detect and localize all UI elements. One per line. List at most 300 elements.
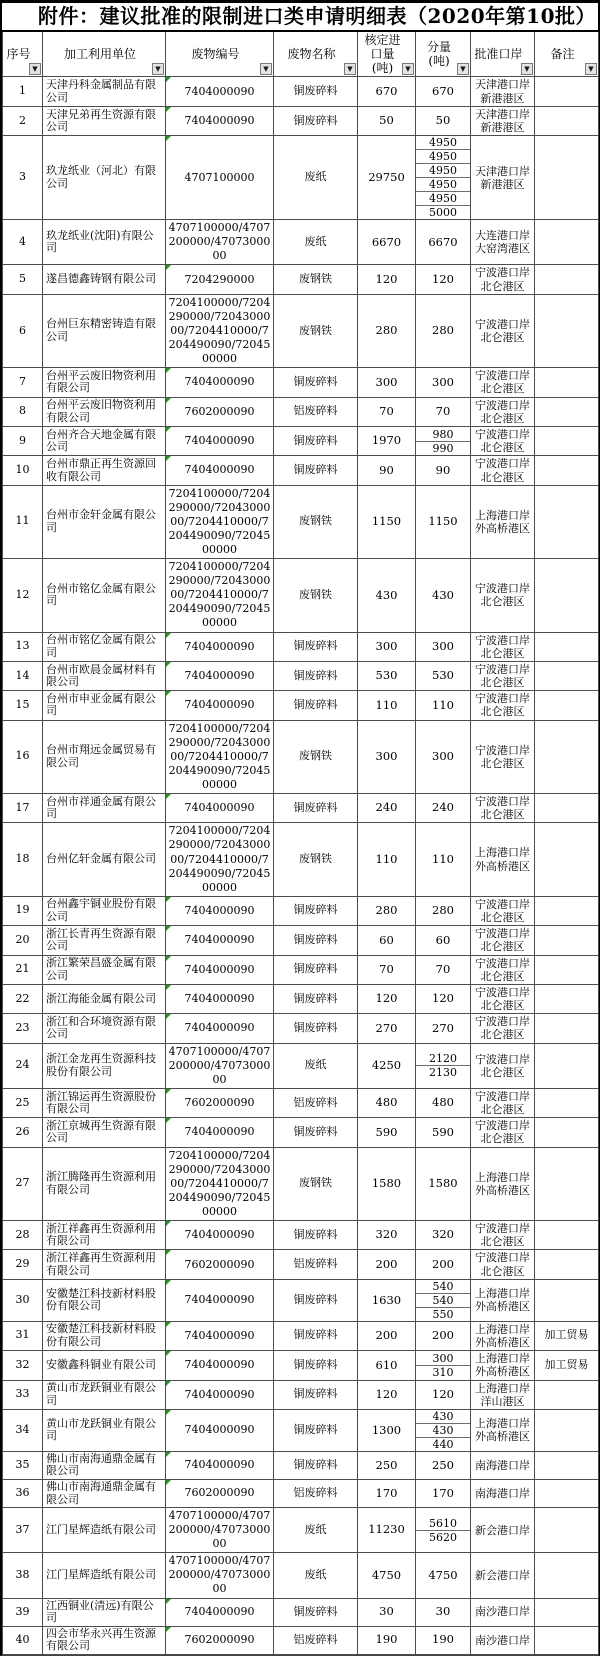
error-indicator-icon [166,956,171,961]
table-row [3,136,599,220]
row-index-cell: 35 [3,1451,43,1479]
waste-name-cell: 铝废碎料 [274,1088,358,1117]
port-cell: 天津港口岸新港港区 [471,136,535,220]
error-indicator-icon [166,1627,171,1632]
row-index-cell: 18 [3,823,43,896]
approved-quantity-cell: 1150 [358,485,416,558]
waste-name-cell: 铜废碎料 [274,456,358,485]
company-cell: 浙江腾隆再生资源利用有限公司 [43,1147,166,1220]
remark-cell [535,397,599,426]
waste-code-cell: 7404000090 [166,661,274,690]
row-index-cell: 14 [3,661,43,690]
portion-quantity-cell: 430 [416,559,471,632]
waste-name-cell: 铜废碎料 [274,77,358,106]
portion-quantity-cell: 70 [416,397,471,426]
table-row [3,926,599,955]
port-cell: 上海港口岸洋山港区 [471,1380,535,1409]
approved-quantity-cell: 670 [358,77,416,106]
approved-quantity-cell: 90 [358,456,416,485]
port-cell: 上海港口岸外高桥港区 [471,485,535,558]
chevron-down-icon: ▼ [405,65,411,74]
row-index-cell: 23 [3,1014,43,1043]
portion-quantity-cell: 530 [416,661,471,690]
header-remark [535,31,599,77]
remark-cell [535,1279,599,1321]
header-port [471,31,535,77]
header-port-label: 批准口岸 [474,47,523,62]
table-row [3,1221,599,1250]
port-cell: 宁波港口岸北仑港区 [471,559,535,632]
approved-quantity-cell: 4750 [358,1553,416,1598]
company-cell: 台州市鼎正再生资源回收有限公司 [43,456,166,485]
approved-quantity-cell: 300 [358,720,416,793]
remark-cell [535,220,599,265]
row-index-cell: 8 [3,397,43,426]
portion-quantity-cell: 300 [416,632,471,661]
row-index-cell: 4 [3,220,43,265]
remark-cell [535,1250,599,1279]
portion-sub-cell: 2120 [416,1052,470,1066]
remark-cell [535,1479,599,1507]
portion-quantity-cell [416,136,471,220]
approved-quantity-cell: 60 [358,926,416,955]
company-cell: 台州巨东精密铸造有限公司 [43,294,166,367]
header-index-label: 序号 [6,47,31,62]
approved-quantity-cell: 70 [358,397,416,426]
approved-quantity-cell: 320 [358,1221,416,1250]
table-row [3,1279,599,1321]
waste-code-cell: 7204100000/7204290000/7204300000/7204410000/7204490090/7204500000 [166,720,274,793]
waste-code-cell: 7404000090 [166,1598,274,1626]
port-cell: 宁波港口岸北仑港区 [471,632,535,661]
portion-quantity-cell: 240 [416,794,471,823]
portion-quantity-cell: 320 [416,1221,471,1250]
portion-quantity-cell: 300 [416,720,471,793]
table-row [3,456,599,485]
filter-dropdown-button[interactable] [344,63,356,75]
approved-quantity-cell: 610 [358,1351,416,1380]
port-cell: 南沙港口岸 [471,1598,535,1626]
portion-quantity-cell: 200 [416,1250,471,1279]
remark-cell [535,955,599,984]
waste-code-cell: 7602000090 [166,397,274,426]
company-cell: 台州平云废旧物资利用有限公司 [43,397,166,426]
portion-quantity-cell: 190 [416,1626,471,1654]
page-title: 附件：建议批准的限制进口类申请明细表（2020年第10批） [38,4,596,28]
remark-cell [535,1147,599,1220]
remark-cell [535,896,599,925]
portion-sub-cell: 550 [432,1307,454,1321]
header-approved-quantity [358,31,416,77]
table-row [3,823,599,896]
table-row [3,294,599,367]
error-indicator-icon [166,107,171,112]
remark-cell [535,1221,599,1250]
company-cell: 浙江祥鑫再生资源利用有限公司 [43,1250,166,1279]
portion-quantity-cell [416,1351,471,1380]
approved-quantity-cell: 590 [358,1118,416,1147]
approved-quantity-cell: 110 [358,691,416,720]
table-row [3,1380,599,1409]
portion-quantity-cell: 280 [416,896,471,925]
row-index-cell: 39 [3,1598,43,1626]
table-row [3,106,599,135]
company-cell: 江门星辉造纸有限公司 [43,1553,166,1598]
error-indicator-icon [166,427,171,432]
portion-sub-cell: 540 [416,1294,470,1308]
waste-code-cell: 7404000090 [166,632,274,661]
approved-quantity-cell: 1970 [358,426,416,455]
approved-quantity-cell: 120 [358,265,416,294]
error-indicator-icon [166,1221,171,1226]
approved-quantity-cell: 250 [358,1451,416,1479]
waste-code-cell: 7404000090 [166,1014,274,1043]
row-index-cell: 28 [3,1221,43,1250]
row-index-cell: 2 [3,106,43,135]
portion-sub-cell: 430 [416,1424,470,1438]
header-waste-name-label: 废物名称 [287,47,336,62]
waste-code-cell: 7404000090 [166,426,274,455]
approved-quantity-cell: 190 [358,1626,416,1654]
waste-code-cell: 7404000090 [166,106,274,135]
table-row [3,1351,599,1380]
waste-code-cell: 7404000090 [166,926,274,955]
waste-code-cell: 4707100000/4707200000/4707300000 [166,220,274,265]
company-cell: 天津兄弟再生资源有限公司 [43,106,166,135]
filter-dropdown-button[interactable] [29,63,41,75]
error-indicator-icon [166,77,171,82]
chevron-down-icon: ▼ [155,65,161,74]
company-cell: 浙江京城再生资源有限公司 [43,1118,166,1147]
table-row [3,720,599,793]
table-row [3,1626,599,1654]
error-indicator-icon [166,1322,171,1327]
approved-quantity-cell: 300 [358,368,416,397]
table-row [3,265,599,294]
portion-sub-cell: 4950 [416,192,470,206]
error-indicator-icon [166,691,171,696]
portion-quantity-cell [416,1043,471,1088]
waste-name-cell: 铜废碎料 [274,896,358,925]
port-cell: 宁波港口岸北仑港区 [471,984,535,1013]
table-row [3,1508,599,1553]
port-cell: 宁波港口岸北仑港区 [471,1118,535,1147]
company-cell: 台州鑫宇铜业股份有限公司 [43,896,166,925]
company-cell: 台州市铭亿金属有限公司 [43,632,166,661]
table-row [3,984,599,1013]
waste-name-cell: 铜废碎料 [274,1380,358,1409]
remark-cell [535,136,599,220]
waste-name-cell: 铜废碎料 [274,1321,358,1350]
portion-quantity-cell: 120 [416,1380,471,1409]
waste-name-cell: 废钢铁 [274,823,358,896]
row-index-cell: 17 [3,794,43,823]
row-index-cell: 30 [3,1279,43,1321]
approved-quantity-cell: 530 [358,661,416,690]
company-cell: 黄山市龙跃铜业有限公司 [43,1409,166,1451]
portion-sub-cell: 4950 [416,136,470,150]
filter-dropdown-button[interactable] [457,63,469,75]
port-cell: 上海港口岸外高桥港区 [471,1279,535,1321]
error-indicator-icon [166,1452,171,1457]
company-cell: 台州市欧晨金属材料有限公司 [43,661,166,690]
portion-sub-cell: 4950 [416,178,470,192]
waste-name-cell: 铜废碎料 [274,368,358,397]
company-cell: 台州平云废旧物资利用有限公司 [43,368,166,397]
approved-quantity-cell: 280 [358,294,416,367]
table-row [3,661,599,690]
table-row [3,955,599,984]
waste-name-cell: 铜废碎料 [274,426,358,455]
table-row [3,1451,599,1479]
company-cell: 黄山市龙跃铜业有限公司 [43,1380,166,1409]
approved-quantity-cell: 11230 [358,1508,416,1553]
waste-name-cell: 铜废碎料 [274,632,358,661]
remark-cell [535,1409,599,1451]
portion-sub-cell: 300 [416,1352,470,1366]
row-index-cell: 37 [3,1508,43,1553]
error-indicator-icon [166,1480,171,1485]
waste-code-cell: 7602000090 [166,1088,274,1117]
header-company [43,31,166,77]
error-indicator-icon [166,633,171,638]
portion-sub-cell: 5610 [416,1517,470,1531]
company-cell: 台州市祥通金属有限公司 [43,794,166,823]
table-row [3,1553,599,1598]
approved-quantity-cell: 240 [358,794,416,823]
chevron-down-icon: ▼ [460,65,466,74]
waste-name-cell: 废钢铁 [274,559,358,632]
header-portion-quantity-label: 分量(吨) [426,40,451,69]
port-cell: 宁波港口岸北仑港区 [471,1088,535,1117]
approved-quantity-cell: 430 [358,559,416,632]
remark-cell [535,77,599,106]
portion-quantity-cell: 110 [416,691,471,720]
company-cell: 江西铜业(清远)有限公司 [43,1598,166,1626]
table-body [3,77,599,1654]
company-cell: 台州市铭亿金属有限公司 [43,559,166,632]
waste-name-cell: 铜废碎料 [274,1598,358,1626]
waste-name-cell: 铜废碎料 [274,691,358,720]
chevron-down-icon: ▼ [32,65,38,74]
waste-code-cell: 7404000090 [166,955,274,984]
remark-cell [535,1118,599,1147]
table-row [3,1088,599,1117]
approved-quantity-cell: 4250 [358,1043,416,1088]
port-cell: 新会港口岸 [471,1508,535,1553]
table-row [3,691,599,720]
company-cell: 台州亿轩金属有限公司 [43,823,166,896]
portion-quantity-cell: 250 [416,1451,471,1479]
error-indicator-icon [166,1381,171,1386]
waste-name-cell: 铜废碎料 [274,106,358,135]
waste-name-cell: 铝废碎料 [274,1479,358,1507]
company-cell: 浙江海能金属有限公司 [43,984,166,1013]
portion-quantity-cell [416,1508,471,1553]
approved-quantity-cell: 30 [358,1598,416,1626]
port-cell: 宁波港口岸北仑港区 [471,368,535,397]
portion-quantity-cell: 590 [416,1118,471,1147]
port-cell: 宁波港口岸北仑港区 [471,661,535,690]
remark-cell [535,1626,599,1654]
header-approved-quantity-label: 核定进口量(吨) [364,33,401,76]
approved-quantity-cell: 6670 [358,220,416,265]
table-row [3,77,599,106]
portion-quantity-cell [416,1409,471,1451]
portion-quantity-cell: 70 [416,955,471,984]
approved-quantity-cell: 200 [358,1250,416,1279]
portion-quantity-cell [416,426,471,455]
waste-name-cell: 铝废碎料 [274,1626,358,1654]
company-cell: 玖龙纸业(沈阳)有限公司 [43,220,166,265]
waste-code-cell: 7404000090 [166,1409,274,1451]
port-cell: 上海港口岸外高桥港区 [471,1351,535,1380]
company-cell: 安徽楚江科技新材料股份有限公司 [43,1279,166,1321]
waste-code-cell: 7404000090 [166,1221,274,1250]
portion-quantity-cell: 280 [416,294,471,367]
approved-quantity-cell: 270 [358,1014,416,1043]
portion-sub-cell: 5000 [429,206,457,220]
port-cell: 宁波港口岸北仑港区 [471,794,535,823]
row-index-cell: 34 [3,1409,43,1451]
waste-code-cell: 7404000090 [166,1451,274,1479]
company-cell: 安徽楚江科技新材料股份有限公司 [43,1321,166,1350]
waste-code-cell: 7204100000/7204290000/7204300000/7204410000/7204490090/7204500000 [166,823,274,896]
portion-quantity-cell: 270 [416,1014,471,1043]
approved-quantity-cell: 110 [358,823,416,896]
portion-quantity-cell: 480 [416,1088,471,1117]
error-indicator-icon [166,1250,171,1255]
port-cell: 南海港口岸 [471,1451,535,1479]
remark-cell [535,661,599,690]
waste-name-cell: 废钢铁 [274,1147,358,1220]
waste-code-cell: 7404000090 [166,896,274,925]
error-indicator-icon [166,136,171,141]
portion-quantity-cell: 110 [416,823,471,896]
table-row [3,632,599,661]
row-index-cell: 31 [3,1321,43,1350]
port-cell: 新会港口岸 [471,1553,535,1598]
row-index-cell: 16 [3,720,43,793]
port-cell: 宁波港口岸北仑港区 [471,691,535,720]
port-cell: 宁波港口岸北仑港区 [471,720,535,793]
portion-sub-cell: 440 [432,1437,454,1451]
error-indicator-icon [166,897,171,902]
approved-quantity-cell: 300 [358,632,416,661]
port-cell: 天津港口岸新港港区 [471,106,535,135]
chevron-down-icon: ▼ [263,65,269,74]
waste-name-cell: 铜废碎料 [274,1409,358,1451]
port-cell: 上海港口岸外高桥港区 [471,823,535,896]
filter-dropdown-button[interactable] [402,63,414,75]
approved-quantity-cell: 120 [358,1380,416,1409]
table-row [3,1014,599,1043]
approved-quantity-cell: 50 [358,106,416,135]
header-row [3,31,599,77]
waste-code-cell: 7404000090 [166,1380,274,1409]
portion-sub-cell: 310 [432,1365,454,1379]
filter-dropdown-button[interactable] [521,63,533,75]
waste-code-cell: 7204100000/7204290000/7204300000/7204410000/7204490090/7204500000 [166,559,274,632]
company-cell: 台州市申亚金属有限公司 [43,691,166,720]
approved-quantity-cell: 1300 [358,1409,416,1451]
port-cell: 宁波港口岸北仑港区 [471,426,535,455]
remark-cell [535,1380,599,1409]
port-cell: 宁波港口岸北仑港区 [471,456,535,485]
remark-cell [535,294,599,367]
portion-quantity-cell: 30 [416,1598,471,1626]
error-indicator-icon [166,1410,171,1415]
waste-code-cell: 7204290000 [166,265,274,294]
row-index-cell: 32 [3,1351,43,1380]
company-cell: 浙江长青再生资源有限公司 [43,926,166,955]
table-row [3,794,599,823]
row-index-cell: 25 [3,1088,43,1117]
waste-code-cell: 7404000090 [166,794,274,823]
company-cell: 浙江锦运再生资源股份有限公司 [43,1088,166,1117]
header-waste-code [166,31,274,77]
filter-dropdown-button[interactable] [152,63,164,75]
remark-cell [535,1088,599,1117]
port-cell: 天津港口岸新港港区 [471,77,535,106]
company-cell: 浙江金龙再生资源科技股份有限公司 [43,1043,166,1088]
filter-dropdown-button[interactable] [585,63,597,75]
waste-code-cell: 4707100000/4707200000/4707300000 [166,1508,274,1553]
error-indicator-icon [166,1280,171,1285]
approved-quantity-cell: 120 [358,984,416,1013]
portion-sub-cell: 2130 [429,1066,457,1080]
waste-code-cell: 7404000090 [166,691,274,720]
error-indicator-icon [166,794,171,799]
waste-name-cell: 废纸 [274,220,358,265]
company-cell: 台州市金轩金属有限公司 [43,485,166,558]
error-indicator-icon [166,1599,171,1604]
waste-name-cell: 铜废碎料 [274,926,358,955]
header-company-label: 加工利用单位 [63,47,136,62]
waste-name-cell: 铝废碎料 [274,397,358,426]
waste-name-cell: 铜废碎料 [274,1014,358,1043]
waste-name-cell: 铜废碎料 [274,955,358,984]
row-index-cell: 19 [3,896,43,925]
row-index-cell: 1 [3,77,43,106]
error-indicator-icon [166,456,171,461]
remark-cell [535,1553,599,1598]
table-row [3,896,599,925]
table-row [3,1250,599,1279]
remark-cell [535,1043,599,1088]
portion-quantity-cell: 170 [416,1479,471,1507]
waste-name-cell: 废钢铁 [274,720,358,793]
port-cell: 宁波港口岸北仑港区 [471,265,535,294]
waste-code-cell: 7404000090 [166,984,274,1013]
filter-dropdown-button[interactable] [260,63,272,75]
remark-cell [535,691,599,720]
company-cell: 四会市华永兴再生资源有限公司 [43,1626,166,1654]
remark-cell [535,984,599,1013]
header-waste-code-label: 废物编号 [191,47,240,62]
table-row [3,1118,599,1147]
chevron-down-icon: ▼ [524,65,530,74]
row-index-cell: 10 [3,456,43,485]
row-index-cell: 38 [3,1553,43,1598]
waste-code-cell: 7404000090 [166,1351,274,1380]
table-row [3,220,599,265]
portion-quantity-cell: 120 [416,265,471,294]
waste-code-cell: 7404000090 [166,77,274,106]
port-cell: 宁波港口岸北仑港区 [471,955,535,984]
remark-cell [535,794,599,823]
row-index-cell: 24 [3,1043,43,1088]
